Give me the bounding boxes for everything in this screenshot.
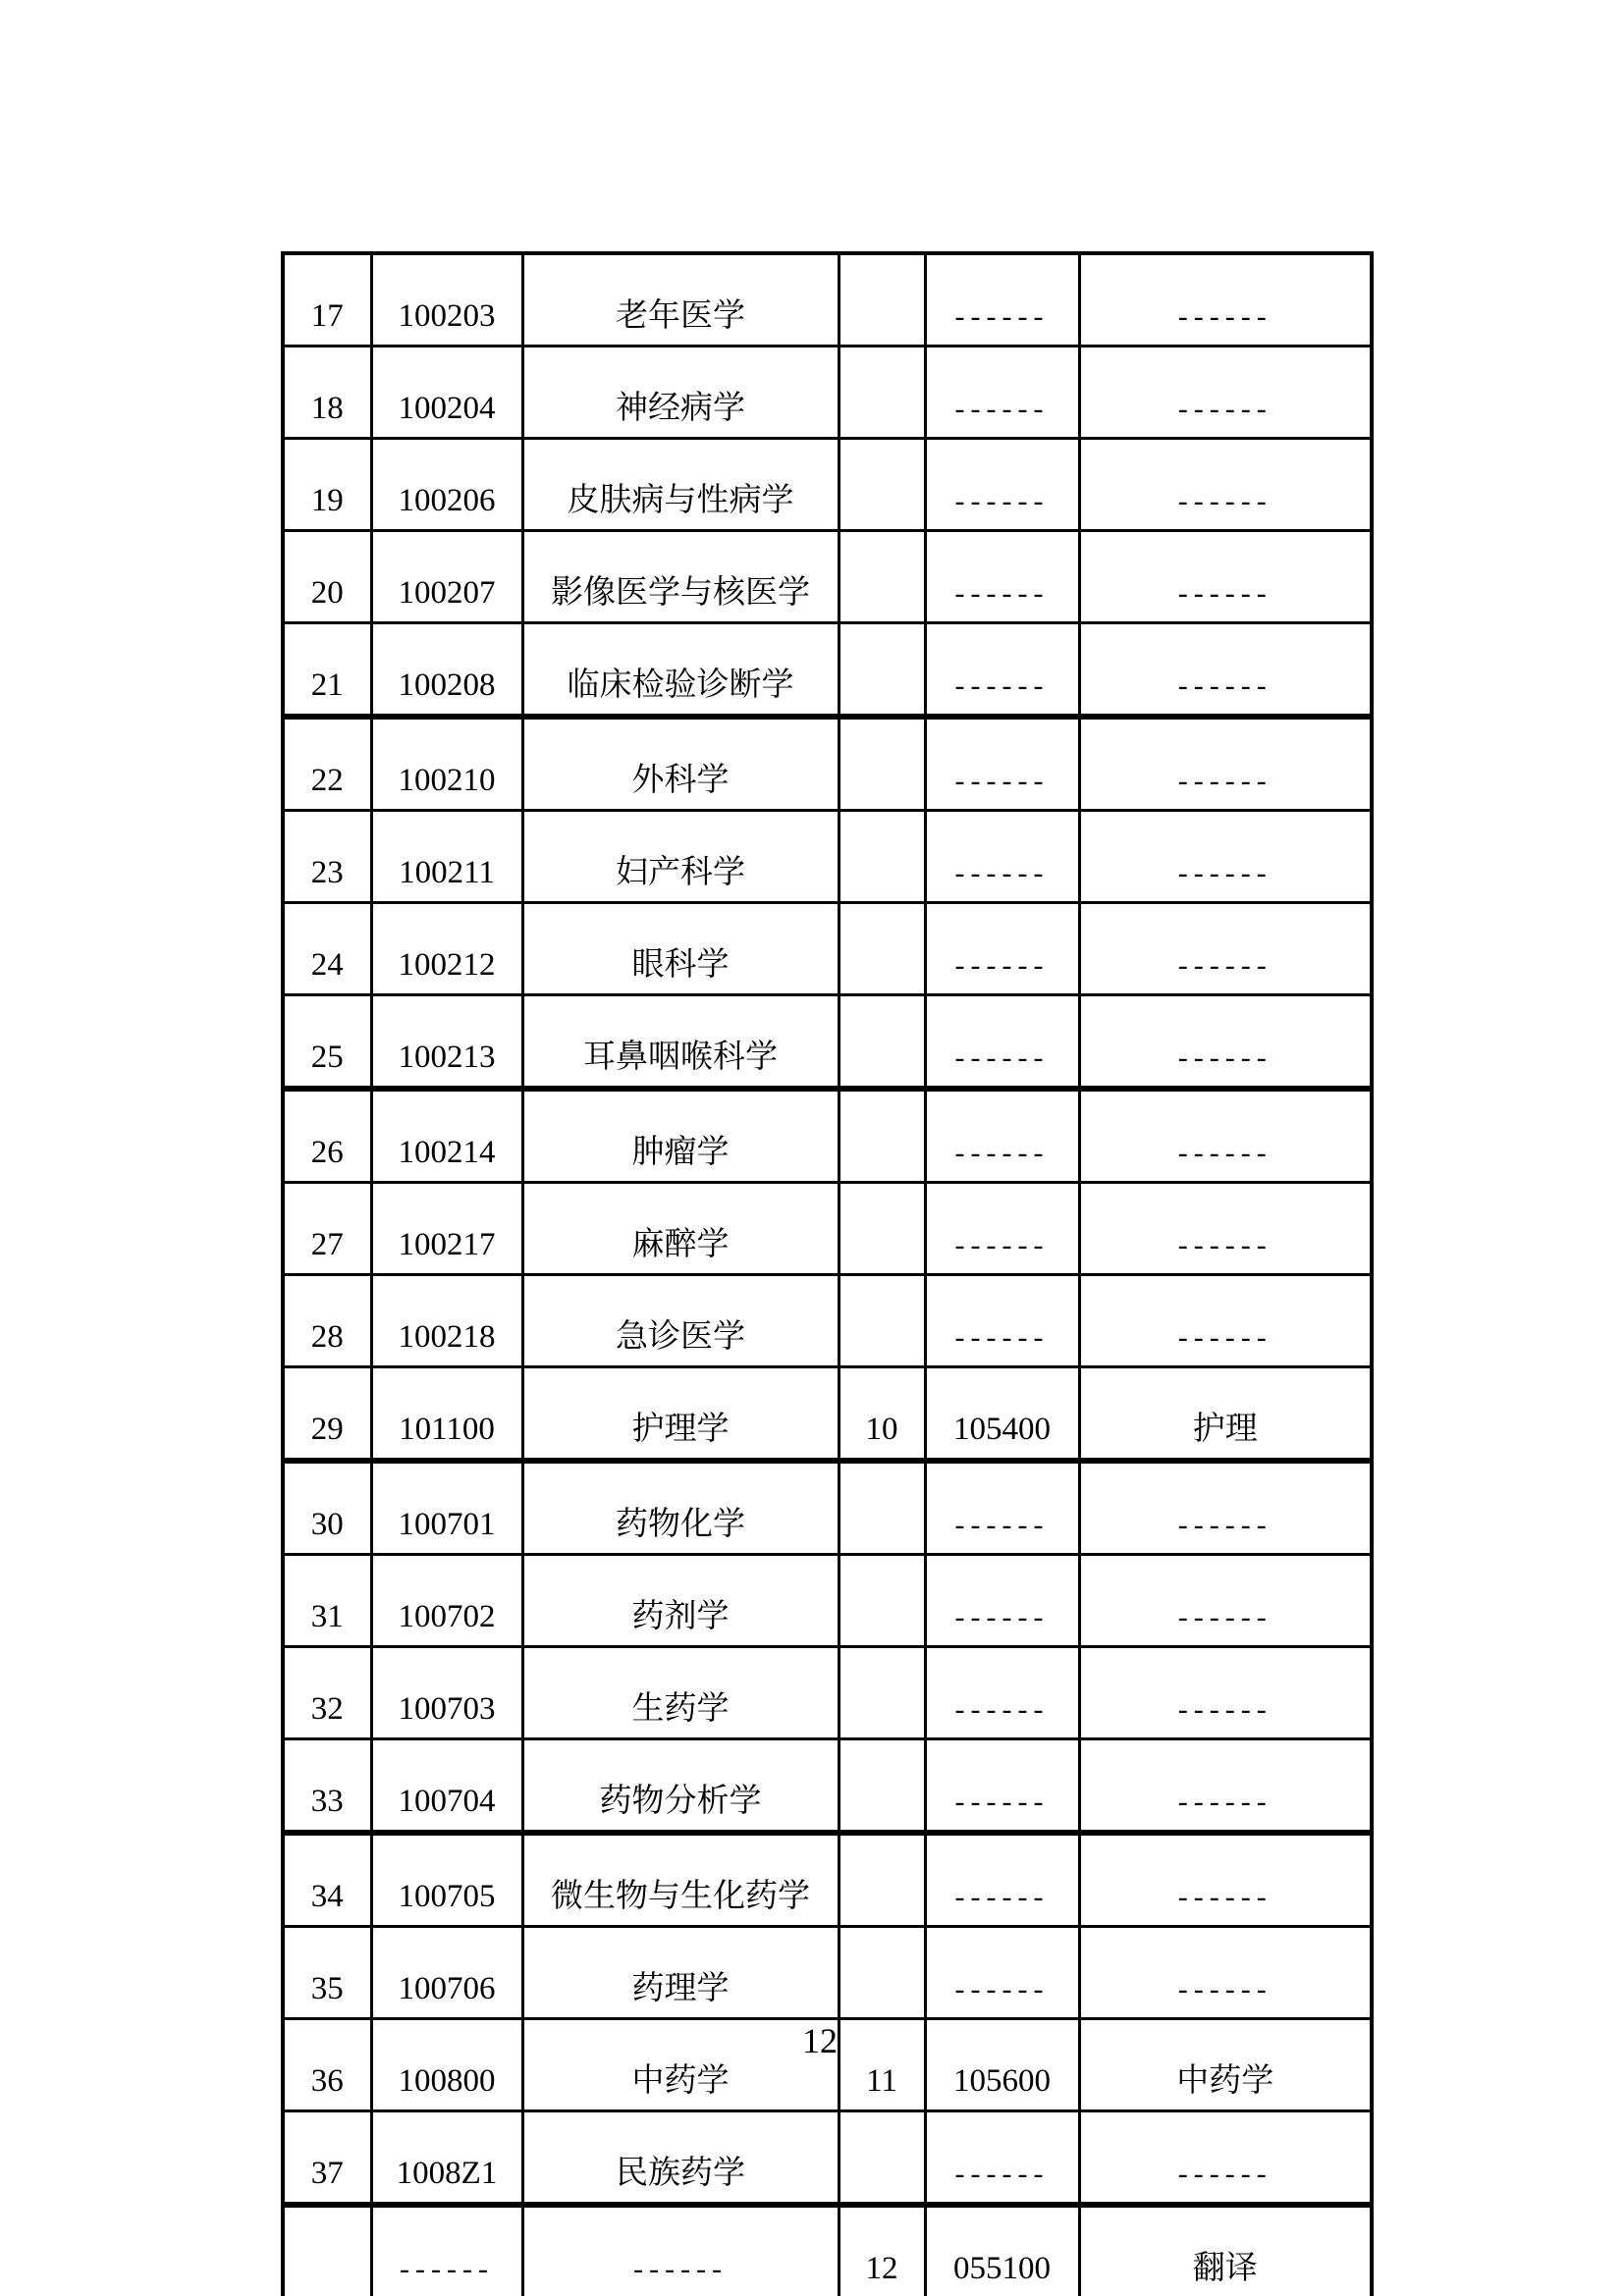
cell-discipline-name-2 xyxy=(1079,717,1372,811)
table-row xyxy=(283,1739,1372,1834)
cell-discipline-name-2 xyxy=(1079,1275,1372,1367)
dash-placeholder: ------ xyxy=(1177,1693,1272,1726)
dash-placeholder: ------ xyxy=(954,1509,1050,1541)
cell-discipline-code: 100218 xyxy=(371,1275,522,1367)
cell-discipline-name: 护理学 xyxy=(522,1367,839,1462)
dash-placeholder: ------ xyxy=(954,1881,1050,1913)
dash-placeholder: ------ xyxy=(954,1041,1050,1074)
cell-discipline-name: 药物分析学 xyxy=(522,1739,839,1834)
cell-row-number-2 xyxy=(839,903,925,995)
cell-row-number: 35 xyxy=(283,1927,371,2019)
cell-discipline-code xyxy=(371,2205,522,2296)
dash-placeholder: ------ xyxy=(954,857,1050,889)
cell-discipline-code: 100213 xyxy=(371,995,522,1090)
cell-discipline-code-2 xyxy=(925,531,1079,623)
cell-discipline-code-2 xyxy=(925,1183,1079,1275)
cell-row-number-2 xyxy=(839,1555,925,1647)
table-row xyxy=(283,811,1372,903)
cell-discipline-code-2 xyxy=(925,2111,1079,2206)
dash-placeholder: ------ xyxy=(954,1229,1050,1261)
cell-row-number: 25 xyxy=(283,995,371,1090)
cell-row-number: 33 xyxy=(283,1739,371,1834)
table-row xyxy=(283,347,1372,439)
cell-discipline-code-2 xyxy=(925,1461,1079,1555)
dash-placeholder: ------ xyxy=(1177,765,1272,797)
cell-discipline-name: 生药学 xyxy=(522,1647,839,1739)
table-row xyxy=(283,1927,1372,2019)
cell-row-number: 17 xyxy=(283,253,371,347)
table-row xyxy=(283,1555,1372,1647)
cell-discipline-code: 100705 xyxy=(371,1833,522,1927)
cell-discipline-code-2 xyxy=(925,717,1079,811)
cell-discipline-name: 耳鼻咽喉科学 xyxy=(522,995,839,1090)
dash-placeholder: ------ xyxy=(1177,393,1272,425)
cell-discipline-name-2 xyxy=(1079,1555,1372,1647)
cell-discipline-code: 100211 xyxy=(371,811,522,903)
cell-discipline-name-2 xyxy=(1079,439,1372,531)
dash-placeholder: ------ xyxy=(954,1786,1050,1818)
dash-placeholder: ------ xyxy=(954,300,1050,333)
cell-discipline-code: 100703 xyxy=(371,1647,522,1739)
dash-placeholder: ------ xyxy=(1177,949,1272,982)
cell-row-number-2 xyxy=(839,811,925,903)
table-row xyxy=(283,1461,1372,1555)
table-row xyxy=(283,1833,1372,1927)
table-row xyxy=(283,995,1372,1090)
cell-discipline-code-2 xyxy=(925,1647,1079,1739)
cell-discipline-name-2 xyxy=(1079,903,1372,995)
cell-discipline-code-2 xyxy=(925,347,1079,439)
dash-placeholder: ------ xyxy=(1177,1881,1272,1913)
cell-discipline-name-2 xyxy=(1079,1089,1372,1183)
cell-discipline-name-2 xyxy=(1079,1647,1372,1739)
cell-discipline-code-2: 055100 xyxy=(925,2205,1079,2296)
dash-placeholder: ------ xyxy=(954,1601,1050,1633)
cell-row-number: 20 xyxy=(283,531,371,623)
cell-discipline-name: 微生物与生化药学 xyxy=(522,1833,839,1927)
dash-placeholder: ------ xyxy=(1177,1137,1272,1169)
table-row xyxy=(283,623,1372,718)
cell-discipline-code: 100706 xyxy=(371,1927,522,2019)
cell-row-number: 30 xyxy=(283,1461,371,1555)
cell-discipline-name: 急诊医学 xyxy=(522,1275,839,1367)
cell-discipline-code-2 xyxy=(925,253,1079,347)
cell-row-number-2: 11 xyxy=(839,2019,925,2111)
dash-placeholder: ------ xyxy=(1177,577,1272,610)
table-row xyxy=(283,1367,1372,1462)
table-row xyxy=(283,903,1372,995)
table-row xyxy=(283,1275,1372,1367)
cell-discipline-code: 100217 xyxy=(371,1183,522,1275)
dash-placeholder: ------ xyxy=(954,485,1050,517)
cell-row-number-2 xyxy=(839,623,925,718)
cell-discipline-name-2 xyxy=(1079,531,1372,623)
page-number: 12 xyxy=(802,2021,838,2060)
cell-discipline-name-2 xyxy=(1079,1833,1372,1927)
cell-discipline-code-2 xyxy=(925,1555,1079,1647)
cell-discipline-name-2 xyxy=(1079,347,1372,439)
table-row xyxy=(283,253,1372,347)
cell-discipline-name-2 xyxy=(1079,1461,1372,1555)
cell-row-number: 21 xyxy=(283,623,371,718)
cell-row-number: 31 xyxy=(283,1555,371,1647)
cell-row-number-2 xyxy=(839,1927,925,2019)
cell-discipline-code: 100702 xyxy=(371,1555,522,1647)
dash-placeholder: ------ xyxy=(1177,1601,1272,1633)
cell-discipline-code-2 xyxy=(925,439,1079,531)
table-row xyxy=(283,2205,1372,2296)
cell-row-number: 27 xyxy=(283,1183,371,1275)
cell-discipline-name: 药物化学 xyxy=(522,1461,839,1555)
dash-placeholder: ------ xyxy=(400,2253,494,2285)
cell-discipline-code: 100207 xyxy=(371,531,522,623)
dash-placeholder: ------ xyxy=(1177,1509,1272,1541)
cell-discipline-name-2 xyxy=(1079,811,1372,903)
cell-discipline-code-2 xyxy=(925,995,1079,1090)
dash-placeholder: ------ xyxy=(954,765,1050,797)
dash-placeholder: ------ xyxy=(954,393,1050,425)
dash-placeholder: ------ xyxy=(1177,1229,1272,1261)
cell-discipline-name: 中药学 xyxy=(522,2019,839,2111)
cell-discipline-code-2 xyxy=(925,811,1079,903)
table-row xyxy=(283,1089,1372,1183)
cell-discipline-name-2: 翻译 xyxy=(1079,2205,1372,2296)
table-row xyxy=(283,717,1372,811)
cell-discipline-code-2 xyxy=(925,903,1079,995)
cell-discipline-code: 100704 xyxy=(371,1739,522,1834)
cell-row-number-2 xyxy=(839,439,925,531)
cell-row-number: 37 xyxy=(283,2111,371,2206)
cell-row-number-2 xyxy=(839,995,925,1090)
cell-discipline-name: 药剂学 xyxy=(522,1555,839,1647)
cell-discipline-code-2 xyxy=(925,1739,1079,1834)
table-row xyxy=(283,2111,1372,2206)
cell-row-number: 36 xyxy=(283,2019,371,2111)
cell-discipline-name-2 xyxy=(1079,1183,1372,1275)
cell-discipline-name: 药理学 xyxy=(522,1927,839,2019)
table-row xyxy=(283,1183,1372,1275)
dash-placeholder: ------ xyxy=(1177,485,1272,517)
cell-discipline-code: 100203 xyxy=(371,253,522,347)
cell-discipline-code: 100212 xyxy=(371,903,522,995)
cell-row-number-2 xyxy=(839,2111,925,2206)
cell-discipline-name-2 xyxy=(1079,253,1372,347)
cell-discipline-name: 老年医学 xyxy=(522,253,839,347)
cell-row-number-2 xyxy=(839,531,925,623)
cell-discipline-name-2 xyxy=(1079,623,1372,718)
cell-row-number: 22 xyxy=(283,717,371,811)
cell-row-number: 32 xyxy=(283,1647,371,1739)
dash-placeholder: ------ xyxy=(1177,1041,1272,1074)
cell-discipline-name: 影像医学与核医学 xyxy=(522,531,839,623)
cell-row-number: 29 xyxy=(283,1367,371,1462)
cell-row-number-2 xyxy=(839,1275,925,1367)
cell-discipline-name-2 xyxy=(1079,2111,1372,2206)
cell-discipline-code-2 xyxy=(925,1833,1079,1927)
dash-placeholder: ------ xyxy=(954,669,1050,702)
dash-placeholder: ------ xyxy=(954,2158,1050,2190)
cell-discipline-code-2 xyxy=(925,1927,1079,2019)
cell-discipline-code: 100208 xyxy=(371,623,522,718)
cell-row-number-2 xyxy=(839,1089,925,1183)
discipline-table-body xyxy=(283,253,1372,2296)
dash-placeholder: ------ xyxy=(1177,2158,1272,2190)
cell-discipline-code-2 xyxy=(925,623,1079,718)
dash-placeholder: ------ xyxy=(1177,1786,1272,1818)
cell-discipline-code: 101100 xyxy=(371,1367,522,1462)
cell-discipline-code: 100214 xyxy=(371,1089,522,1183)
table-row xyxy=(283,1647,1372,1739)
cell-discipline-code: 100206 xyxy=(371,439,522,531)
dash-placeholder: ------ xyxy=(954,1693,1050,1726)
dash-placeholder: ------ xyxy=(954,1137,1050,1169)
cell-discipline-name: 神经病学 xyxy=(522,347,839,439)
cell-row-number: 18 xyxy=(283,347,371,439)
cell-row-number-2 xyxy=(839,1739,925,1834)
cell-row-number-2 xyxy=(839,1183,925,1275)
cell-discipline-name xyxy=(522,2205,839,2296)
cell-row-number-2 xyxy=(839,1833,925,1927)
table-row xyxy=(283,439,1372,531)
dash-placeholder: ------ xyxy=(1177,1321,1272,1354)
dash-placeholder: ------ xyxy=(954,1321,1050,1354)
dash-placeholder: ------ xyxy=(954,577,1050,610)
cell-discipline-name: 外科学 xyxy=(522,717,839,811)
discipline-code-table xyxy=(281,251,1374,2296)
cell-discipline-name: 皮肤病与性病学 xyxy=(522,439,839,531)
cell-discipline-code-2: 105600 xyxy=(925,2019,1079,2111)
cell-discipline-code: 100204 xyxy=(371,347,522,439)
dash-placeholder: ------ xyxy=(633,2253,728,2285)
cell-discipline-code: 100210 xyxy=(371,717,522,811)
cell-discipline-name: 民族药学 xyxy=(522,2111,839,2206)
cell-discipline-code: 100800 xyxy=(371,2019,522,2111)
cell-row-number: 28 xyxy=(283,1275,371,1367)
cell-discipline-name: 妇产科学 xyxy=(522,811,839,903)
cell-row-number-2 xyxy=(839,717,925,811)
cell-discipline-code: 1008Z1 xyxy=(371,2111,522,2206)
cell-row-number: 19 xyxy=(283,439,371,531)
cell-row-number: 26 xyxy=(283,1089,371,1183)
dash-placeholder: ------ xyxy=(1177,857,1272,889)
cell-discipline-name-2: 护理 xyxy=(1079,1367,1372,1462)
cell-discipline-code-2 xyxy=(925,1089,1079,1183)
cell-row-number-2 xyxy=(839,253,925,347)
cell-row-number: 34 xyxy=(283,1833,371,1927)
cell-row-number: 24 xyxy=(283,903,371,995)
cell-discipline-name-2 xyxy=(1079,995,1372,1090)
cell-discipline-name: 眼科学 xyxy=(522,903,839,995)
cell-discipline-name: 临床检验诊断学 xyxy=(522,623,839,718)
cell-row-number-2: 12 xyxy=(839,2205,925,2296)
cell-row-number xyxy=(283,2205,371,2296)
cell-row-number: 23 xyxy=(283,811,371,903)
dash-placeholder: ------ xyxy=(954,949,1050,982)
cell-discipline-name-2 xyxy=(1079,1739,1372,1834)
cell-discipline-name: 肿瘤学 xyxy=(522,1089,839,1183)
table-row xyxy=(283,531,1372,623)
cell-discipline-code-2 xyxy=(925,1275,1079,1367)
cell-discipline-name: 麻醉学 xyxy=(522,1183,839,1275)
dash-placeholder: ------ xyxy=(954,1973,1050,2005)
dash-placeholder: ------ xyxy=(1177,669,1272,702)
dash-placeholder: ------ xyxy=(1177,1973,1272,2005)
cell-row-number-2 xyxy=(839,1647,925,1739)
cell-row-number-2: 10 xyxy=(839,1367,925,1462)
cell-discipline-code-2: 105400 xyxy=(925,1367,1079,1462)
cell-row-number-2 xyxy=(839,1461,925,1555)
cell-row-number-2 xyxy=(839,347,925,439)
cell-discipline-name-2: 中药学 xyxy=(1079,2019,1372,2111)
cell-discipline-name-2 xyxy=(1079,1927,1372,2019)
dash-placeholder: ------ xyxy=(1177,300,1272,333)
cell-discipline-code: 100701 xyxy=(371,1461,522,1555)
